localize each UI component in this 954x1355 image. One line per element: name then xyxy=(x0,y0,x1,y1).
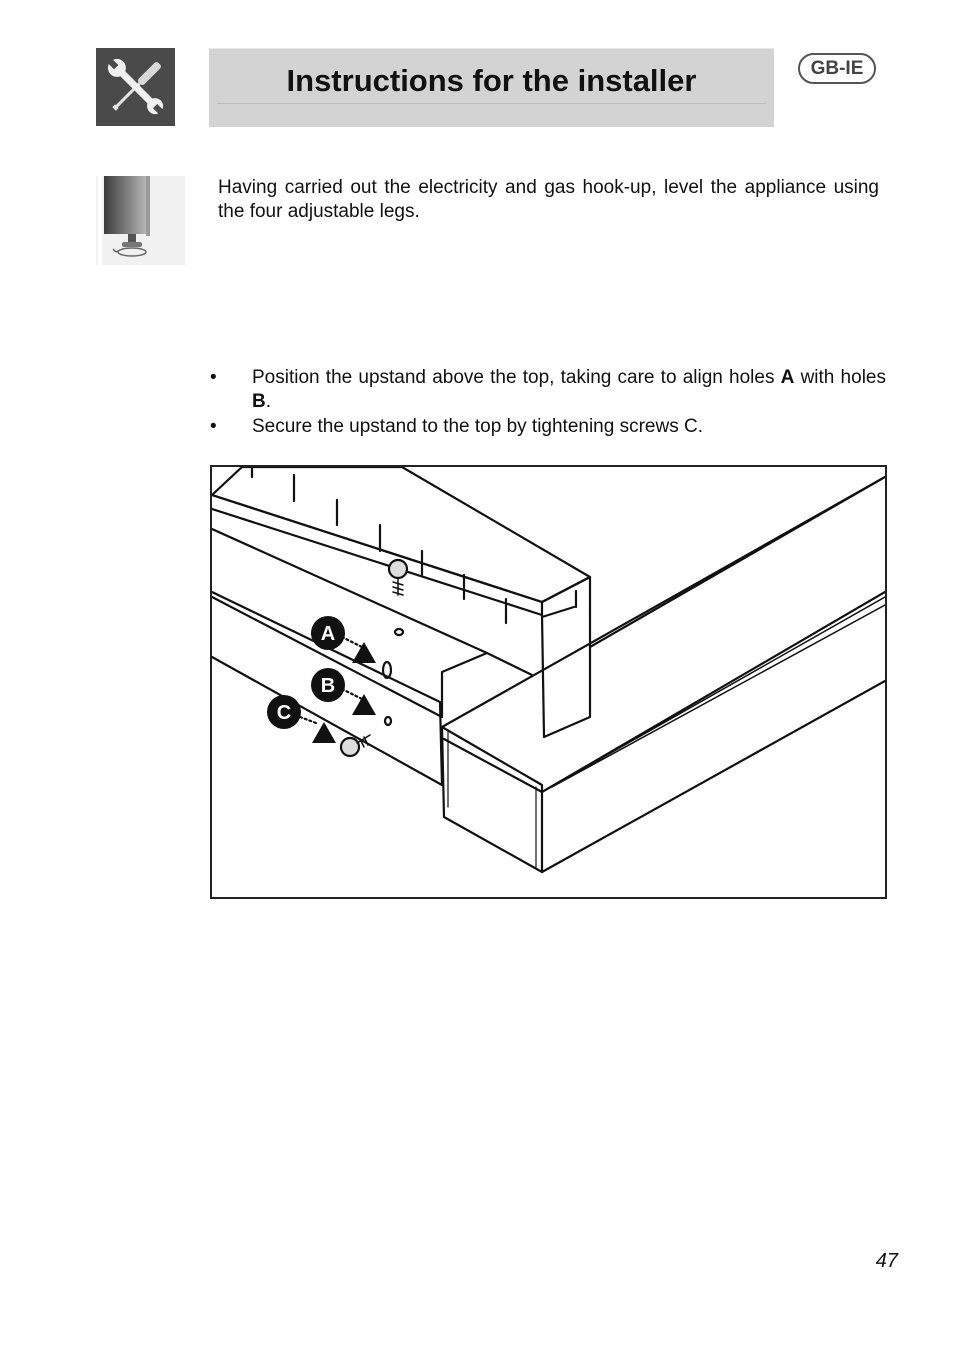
step-text: . xyxy=(265,391,272,412)
adjustable-leg-icon xyxy=(96,176,185,265)
step-text: Position the upstand above the top, taking care to align holes xyxy=(252,367,781,388)
wrench-screwdriver-icon xyxy=(96,48,175,126)
hole-a-label: A xyxy=(780,367,795,388)
list-item xyxy=(210,415,886,439)
instruction-list xyxy=(210,366,886,440)
bullet: • xyxy=(210,416,217,437)
callout-c-label: C xyxy=(276,702,292,724)
region-badge: GB-IE xyxy=(798,53,876,84)
title-underline xyxy=(217,103,766,104)
page-number: 47 xyxy=(875,1250,898,1272)
step-text: with holes xyxy=(794,367,886,388)
upstand-assembly-illustration xyxy=(210,465,887,899)
callout-b-label: B xyxy=(320,675,336,697)
hole-b-label: B xyxy=(252,391,266,412)
callout-a xyxy=(311,616,345,650)
arrow-b-icon xyxy=(352,694,376,715)
callout-c xyxy=(267,695,301,729)
callout-b xyxy=(311,668,345,702)
bullet: • xyxy=(210,367,217,388)
illustration-drawing xyxy=(212,467,885,897)
list-item xyxy=(210,366,886,414)
title-banner xyxy=(209,48,774,127)
arrow-a-icon xyxy=(352,642,376,663)
step-text: Secure the upstand to the top by tightening screws C. xyxy=(252,416,703,437)
page-title: Instructions for the installer xyxy=(286,63,697,98)
callout-a-label: A xyxy=(320,623,336,645)
intro-paragraph: Having carried out the electricity and gas hook-up, level the appliance using the four adjustable legs. xyxy=(218,177,879,222)
